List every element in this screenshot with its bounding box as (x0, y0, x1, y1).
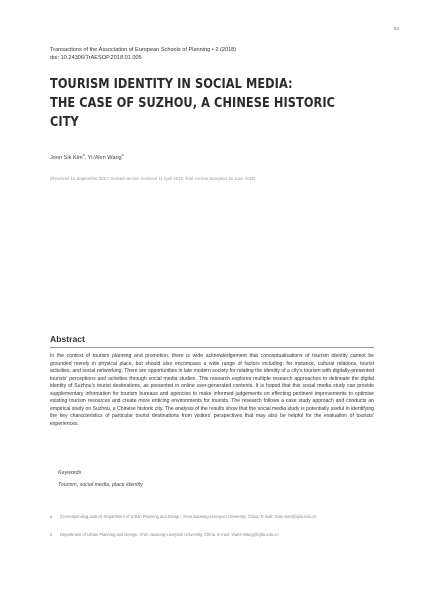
footnote-b-label: b. (50, 532, 54, 537)
author-2: Yi-Wen Wang (87, 154, 122, 161)
keywords-text: Tourism, social media, place identity (58, 482, 143, 488)
received-dates: (Received 15 September 2017; revised version received 11 April 2018; final version accepted 28 June 2018) (50, 176, 256, 181)
title-line-3: CITY (50, 115, 79, 130)
author-1: Joon Sik Kim (50, 154, 83, 161)
journal-info (50, 46, 236, 62)
author-2-affiliation: b (121, 153, 124, 157)
page-number: 63 (393, 26, 399, 31)
author-1-affiliation: a (82, 153, 85, 157)
journal-citation: Transactions of the Association of European Schools of Planning • 2 (2018) (50, 47, 237, 53)
footnote-a-label: a. (50, 514, 54, 519)
title-line-2: THE CASE OF SUZHOU, A CHINESE HISTORIC (50, 96, 336, 111)
footnote-b-text: Department of Urban Planning and Design, Xi’an Jiaotong-Liverpool University, China. E-mail: Yiwen.Wang@xjtlu.edu.cn (60, 532, 279, 537)
doi: doi: 10.24306/TrAESOP.2018.01.005 (50, 55, 142, 61)
author-separator: , (84, 154, 88, 161)
footnote-a-text: (Corresponding author) Department of Urban Planning and Design, Xi’an Jiaotong-Liverpool University, China. E-mail: Joon.Kim@xjtlu.edu.cn (60, 514, 317, 519)
abstract-divider (50, 347, 374, 348)
abstract-heading: Abstract (50, 334, 85, 344)
footnote-b (50, 532, 370, 538)
footnote-a (50, 514, 370, 520)
title-line-1: TOURISM IDENTITY IN SOCIAL MEDIA: (50, 77, 293, 92)
keywords-heading: Keywords (58, 470, 82, 476)
authors (50, 153, 124, 161)
abstract-text: In the context of tourism planning and promotion, there is wide acknowledgement that conceptualisations of tourism identity cannot be grounded merely in physical place, but should also encompass a wide range of factors including, for instance, cultural relations, tourist activities, and social networking. There are opportunities in late modern society for relating the identity of a city’s tourism with digitally-presented tourists’ perceptions and activities through social media studies. This research explores multiple research approaches to delineate the digital identity of Suzhou’s tourist destinations, as presented in online user-generated contents. It is hoped that this social media study can provide supplementary information for tourism bureaus and agencies to make informed judgements on effecting pertinent improvements to optimise existing tourism resources and create more enticing environments for tourists. The research follows a case study approach and conducts an empirical study on Suzhou, a Chinese historic city. The analysis of the results show that the social media study is potentially useful in identifying the key characteristics of particular tourist destinations from visitors’ perspectives that may also be helpful for the evaluation of tourists’ experiences. (50, 353, 374, 427)
paper-title (50, 75, 334, 132)
